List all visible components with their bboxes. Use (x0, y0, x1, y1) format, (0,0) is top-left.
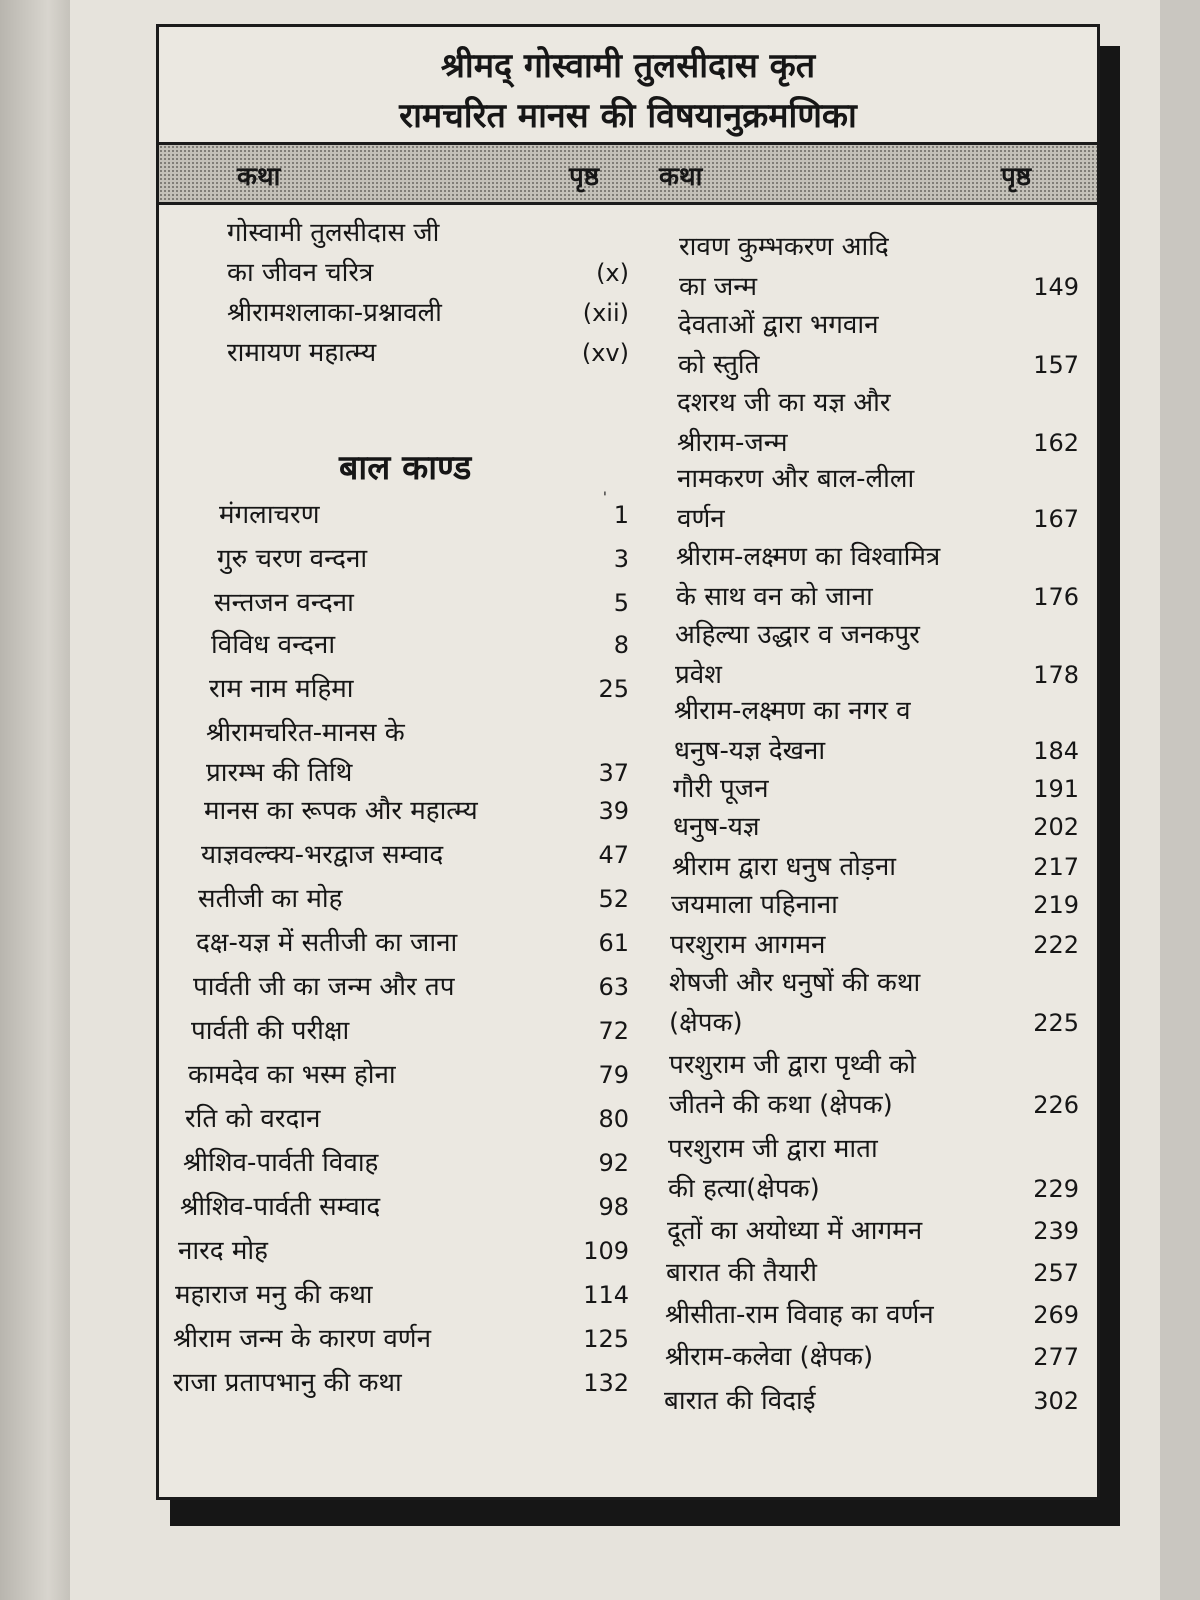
entry-title: श्रीराम द्वारा धनुष तोड़ना (672, 852, 896, 882)
entry-page-number: 269 (1033, 1301, 1079, 1329)
toc-entry (671, 885, 1079, 925)
entry-title: नामकरण और बाल-लीला (677, 464, 915, 494)
entry-page-number: 109 (583, 1237, 629, 1265)
entry-page-number: 225 (1033, 1009, 1079, 1037)
toc-entry (674, 691, 1079, 771)
entry-page-number: 277 (1033, 1343, 1079, 1371)
toc-entry (227, 293, 629, 333)
entry-title: परशुराम जी द्वारा माता (668, 1134, 878, 1164)
title-line-1: श्रीमद् गोस्वामी तुलसीदास कृत (440, 46, 816, 86)
entry-title: महाराज मनु की कथा (175, 1280, 373, 1310)
entry-title: श्रीराम-लक्ष्मण का विश्वामित्र (676, 542, 941, 572)
entry-page-number: 63 (598, 973, 629, 1001)
toc-entry (227, 213, 629, 293)
entry-page-number: 25 (598, 675, 629, 703)
toc-entry (676, 537, 1079, 617)
entry-title: श्रीसीता-राम विवाह का वर्णन (665, 1300, 934, 1330)
book-page (70, 0, 1160, 1600)
entry-title: श्रीरामशलाका-प्रश्नावली (227, 298, 442, 328)
toc-entry (673, 807, 1079, 847)
entry-title: मंगलाचरण (219, 500, 320, 530)
entry-page-number: 202 (1033, 813, 1079, 841)
entry-page-number: 80 (598, 1105, 629, 1133)
page-title (159, 27, 1097, 145)
toc-entry (209, 669, 629, 709)
toc-entry (204, 791, 629, 831)
entry-page-number: 184 (1033, 737, 1079, 765)
toc-entry (219, 495, 629, 535)
header-page-right: पृष्ठ (1001, 162, 1032, 192)
toc-entry (665, 1295, 1079, 1335)
entry-page-number: 191 (1033, 775, 1079, 803)
entry-title: मानस का रूपक और महात्म्य (204, 796, 478, 826)
entry-title: गुरु चरण वन्दना (217, 544, 368, 574)
entry-title: सन्तजन वन्दना (214, 588, 354, 618)
entry-title: श्रीरामचरित-मानस के (206, 718, 405, 748)
entry-page-number: 52 (598, 885, 629, 913)
entry-page-number: (x) (596, 259, 629, 287)
toc-entry (198, 879, 629, 919)
toc-entry (666, 1253, 1079, 1293)
toc-entry (667, 1211, 1079, 1251)
entry-title: बारात की विदाई (664, 1386, 816, 1416)
entry-page-number: 72 (598, 1017, 629, 1045)
toc-entry (673, 769, 1079, 809)
entry-page-number: 222 (1033, 931, 1079, 959)
entry-title: दक्ष-यज्ञ में सतीजी का जाना (196, 928, 458, 958)
toc-entry (665, 1337, 1079, 1377)
toc-entry (668, 1129, 1079, 1209)
toc-entry (206, 713, 629, 793)
entry-title: शेषजी और धनुषों की कथा (669, 968, 921, 998)
toc-entry (191, 1011, 629, 1051)
entry-title: श्रीराम-जन्म (677, 428, 788, 458)
entry-title: याज्ञवल्क्य-भरद्वाज सम्वाद (201, 840, 444, 870)
entry-page-number: 162 (1033, 429, 1079, 457)
entry-page-number: 39 (598, 797, 629, 825)
toc-entry (217, 539, 629, 579)
entry-page-number: 239 (1033, 1217, 1079, 1245)
toc-entry (677, 459, 1079, 539)
entry-title: दशरथ जी का यज्ञ और (677, 388, 891, 418)
entry-title: जयमाला पहिनाना (671, 890, 838, 920)
entry-page-number: 5 (613, 589, 629, 617)
entry-page-number: 257 (1033, 1259, 1079, 1287)
entry-title: बारात की तैयारी (666, 1258, 818, 1288)
toc-entry (201, 835, 629, 875)
entry-page-number: 167 (1033, 505, 1079, 533)
entry-page-number: 226 (1033, 1091, 1079, 1119)
toc-entry (173, 1363, 629, 1403)
entry-page-number: 114 (583, 1281, 629, 1309)
entry-title: पार्वती की परीक्षा (191, 1016, 350, 1046)
entry-page-number: 47 (598, 841, 629, 869)
entry-page-number: 219 (1033, 891, 1079, 919)
toc-entry (675, 615, 1079, 695)
entry-title: रति को वरदान (185, 1104, 321, 1134)
entry-title: श्रीराम-कलेवा (क्षेपक) (665, 1342, 874, 1372)
entry-title: पार्वती जी का जन्म और तप (193, 972, 455, 1002)
entry-title: (क्षेपक) (669, 1008, 743, 1038)
toc-entry (214, 583, 629, 623)
entry-title: रामायण महात्म्य (227, 338, 377, 368)
toc-entry (672, 847, 1079, 887)
entry-title: श्रीशिव-पार्वती सम्वाद (180, 1192, 381, 1222)
entry-title: राजा प्रतापभानु की कथा (173, 1368, 402, 1398)
entry-title: रावण कुम्भकरण आदि (679, 232, 889, 262)
toc-entry (196, 923, 629, 963)
entry-page-number: 229 (1033, 1175, 1079, 1203)
entry-page-number: 132 (583, 1369, 629, 1397)
entry-title: कामदेव का भस्म होना (188, 1060, 396, 1090)
entry-title: प्रारम्भ की तिथि (206, 758, 353, 788)
entry-title: धनुष-यज्ञ (673, 812, 760, 842)
entry-title: सतीजी का मोह (198, 884, 343, 914)
header-story-right: कथा (659, 162, 703, 192)
header-page-left: पृष्ठ (569, 162, 600, 192)
toc-entry (180, 1187, 629, 1227)
entry-title: श्रीशिव-पार्वती विवाह (183, 1148, 379, 1178)
entry-page-number: (xv) (581, 339, 629, 367)
entry-title: की हत्या(क्षेपक) (668, 1174, 820, 1204)
entry-title: अहिल्या उद्धार व जनकपुर (675, 620, 920, 650)
contents-columns (159, 205, 1097, 1495)
entry-title: परशुराम जी द्वारा पृथ्वी को (669, 1050, 916, 1080)
toc-entry (173, 1319, 629, 1359)
entry-page-number: 125 (583, 1325, 629, 1353)
entry-title: विविध वन्दना (211, 630, 336, 660)
entry-title: देवताओं द्वारा भगवान (678, 310, 879, 340)
entry-title: प्रवेश (675, 660, 722, 690)
entry-page-number: 92 (598, 1149, 629, 1177)
entry-title: धनुष-यज्ञ देखना (674, 736, 826, 766)
entry-title: श्रीराम-लक्ष्मण का नगर व (674, 696, 911, 726)
contents-box (156, 24, 1100, 1500)
toc-entry (178, 1231, 629, 1271)
toc-entry (669, 963, 1079, 1043)
entry-title: को स्तुति (678, 350, 760, 380)
toc-entry (185, 1099, 629, 1139)
entry-page-number: 61 (598, 929, 629, 957)
toc-entry (188, 1055, 629, 1095)
entry-title: वर्णन (677, 504, 725, 534)
title-line-2: रामचरित मानस की विषयानुक्रमणिका (399, 96, 857, 136)
toc-entry (211, 625, 629, 665)
entry-page-number: 8 (613, 631, 629, 659)
entry-title: का जन्म (679, 272, 758, 302)
entry-page-number: 79 (598, 1061, 629, 1089)
entry-title: परशुराम आगमन (670, 930, 826, 960)
entry-page-number: 3 (613, 545, 629, 573)
entry-page-number: 178 (1033, 661, 1079, 689)
entry-title: दूतों का अयोध्या में आगमन (667, 1216, 923, 1246)
toc-entry (678, 305, 1079, 385)
header-story-left: कथा (237, 162, 281, 192)
entry-page-number: 176 (1033, 583, 1079, 611)
toc-entry (193, 967, 629, 1007)
entry-page-number: 149 (1033, 273, 1079, 301)
entry-title: जीतने की कथा (क्षेपक) (669, 1090, 893, 1120)
toc-entry (183, 1143, 629, 1183)
entry-title: गौरी पूजन (673, 774, 769, 804)
entry-page-number: 217 (1033, 853, 1079, 881)
entry-title: के साथ वन को जाना (676, 582, 873, 612)
entry-title: का जीवन चरित्र (227, 258, 374, 288)
toc-entry (175, 1275, 629, 1315)
toc-entry (227, 333, 629, 373)
entry-page-number: 37 (598, 759, 629, 787)
entry-title: श्रीराम जन्म के कारण वर्णन (173, 1324, 432, 1354)
stray-mark: ' (603, 490, 607, 506)
entry-page-number: 1 (613, 501, 629, 529)
entry-page-number: (xii) (582, 299, 629, 327)
column-header-band (159, 145, 1097, 205)
toc-entry (669, 1045, 1079, 1125)
toc-entry (670, 925, 1079, 965)
entry-title: राम नाम महिमा (209, 674, 354, 704)
adjacent-page-edge (0, 0, 80, 1600)
entry-title: नारद मोह (178, 1236, 268, 1266)
entry-title: गोस्वामी तुलसीदास जी (227, 218, 440, 248)
toc-entry (664, 1381, 1079, 1421)
entry-page-number: 98 (598, 1193, 629, 1221)
toc-entry (679, 227, 1079, 307)
entry-page-number: 302 (1033, 1387, 1079, 1415)
entry-page-number: 157 (1033, 351, 1079, 379)
toc-entry (677, 383, 1079, 463)
section-title: बाल काण्ड (339, 448, 472, 488)
